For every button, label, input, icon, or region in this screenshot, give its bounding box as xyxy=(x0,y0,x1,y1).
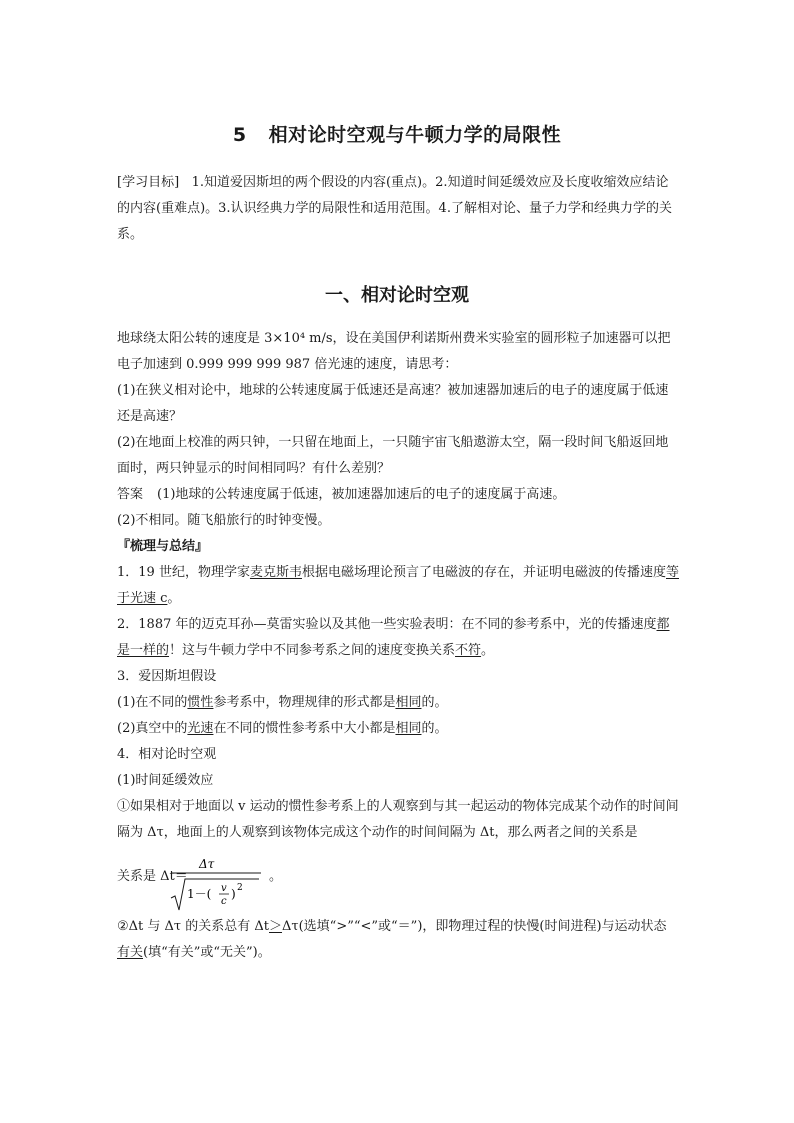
summary-item-3: 3．爱因斯坦假设 xyxy=(117,669,217,684)
formula-close-paren: ) xyxy=(231,887,236,901)
formula-c: c xyxy=(221,896,227,907)
summary-item-4-1: (1)时间延缓效应 xyxy=(117,773,214,788)
answer-2: (2)不相同。随飞船旅行的时钟变慢。 xyxy=(117,513,331,528)
time-dilation-formula xyxy=(169,854,283,914)
summary-item-3b: (2)真空中的光速在不同的惯性参考系中大小都是相同的。 xyxy=(117,721,448,736)
summary-label: 『梳理与总结』 xyxy=(117,539,209,554)
formula-line xyxy=(117,846,679,914)
question-2: (2)在地面上校准的两只钟，一只留在地面上，一只随宇宙飞船遨游太空，隔一段时间飞船返回地面时，两只钟显示的时间相同吗？有什么差别？ xyxy=(117,435,669,476)
relation-paragraph: ②Δt 与 Δτ 的关系总有 Δt＞Δτ(选填“>”“<”或“＝”)，即物理过程的快慢(时间进程)与运动状态有关(填“有关”或“无关”)。 xyxy=(117,919,667,960)
objectives-tag: [学习目标] xyxy=(117,175,180,190)
formula-one-minus: 1－( xyxy=(187,887,212,901)
section-heading: 一、相对论时空观 xyxy=(325,285,469,306)
section-number: 5 xyxy=(232,124,247,146)
summary-item-3a: (1)在不同的惯性参考系中，物理规律的形式都是相同的。 xyxy=(117,695,448,710)
formula-graphic xyxy=(169,854,265,914)
formula-numerator: Δτ xyxy=(199,857,215,871)
intro-text: 地球绕太阳公转的速度是 3×10⁴ m/s，设在美国伊利诺斯州费米实验室的圆形粒子加速器可以把电子加速到 0.999 999 999 987 倍光速的速度，请思考： xyxy=(117,331,671,372)
formula-tail: 。 xyxy=(269,869,283,884)
summary-item-4: 4．相对论时空观 xyxy=(117,747,217,762)
formula-lead: 关系是 Δt＝ xyxy=(117,869,188,884)
main-content xyxy=(117,326,679,966)
answer-label: 答案 xyxy=(117,487,144,502)
answer-1: 答案 (1)地球的公转速度属于低速，被加速器加速后的电子的速度属于高速。 xyxy=(117,487,566,502)
summary-item-2: 2．1887 年的迈克耳孙—莫雷实验以及其他一些实验表明：在不同的参考系中，光的传播速度都是一样的！这与牛顿力学中不同参考系之间的速度变换关系不符。 xyxy=(117,617,670,658)
summary-item-1: 1．19 世纪，物理学家麦克斯韦根据电磁场理论预言了电磁波的存在，并证明电磁波的传播速度等于光速 c。 xyxy=(117,565,679,606)
formula-v: v xyxy=(221,883,227,894)
time-dilation-paragraph: ①如果相对于地面以 v 运动的惯性参考系上的人观察到与其一起运动的物体完成某个动作的时间间隔为 Δτ，地面上的人观察到该物体完成这个动作的时间间隔为 Δt，那么两者之间的关系是 xyxy=(117,799,679,840)
question-1: (1)在狭义相对论中，地球的公转速度属于低速还是高速？被加速器加速后的电子的速度属于低速还是高速？ xyxy=(117,383,669,424)
sqrt-sign xyxy=(171,879,259,910)
learning-objectives xyxy=(117,170,679,248)
title-text: 相对论时空观与牛顿力学的局限性 xyxy=(268,124,562,146)
formula-exponent: 2 xyxy=(237,883,243,893)
objectives-text: 1.知道爱因斯坦的两个假设的内容(重点)。2.知道时间延缓效应及长度收缩效应结论的内容(重难点)。3.认识经典力学的局限性和适用范围。4.了解相对论、量子力学和经典力学的关系。 xyxy=(117,175,672,242)
page-title xyxy=(0,120,794,147)
